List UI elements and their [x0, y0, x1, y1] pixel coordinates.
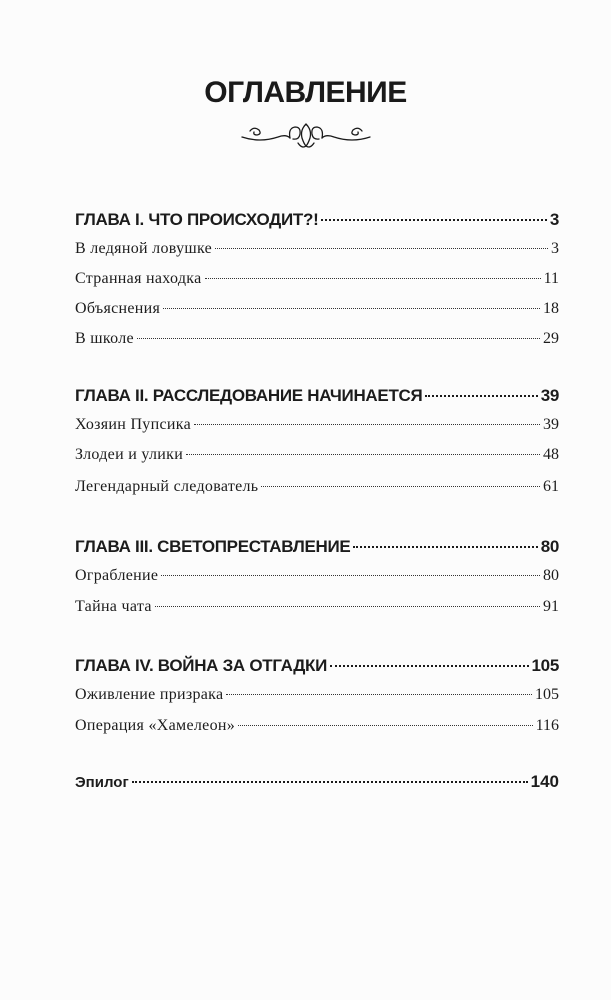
chapter-entry: [75, 537, 559, 557]
dot-leader: [330, 665, 529, 667]
entry-title: ГЛАВА IV. ВОЙНА ЗА ОТГАДКИ: [75, 656, 328, 675]
entry-title: Эпилог: [75, 774, 129, 791]
dot-leader: [194, 424, 540, 425]
page-number: 3: [549, 210, 559, 229]
epilogue-entry: [75, 772, 559, 792]
entry-title: В ледяной ловушке: [75, 240, 213, 257]
page-number: 39: [543, 416, 559, 433]
page-number: 39: [540, 386, 559, 405]
entry-title: Оживление призрака: [75, 686, 224, 703]
section-entry: [75, 598, 559, 616]
dot-leader: [425, 395, 537, 397]
dot-leader: [238, 725, 533, 726]
dot-leader: [186, 454, 540, 455]
entry-title: Злодеи и улики: [75, 446, 184, 463]
dot-leader: [321, 219, 546, 221]
chapter-entry: [75, 210, 559, 230]
page-number: 105: [531, 656, 559, 675]
dot-leader: [163, 308, 540, 309]
entry-title: ГЛАВА III. СВЕТОПРЕСТАВЛЕНИЕ: [75, 537, 351, 556]
section-entry: [75, 478, 559, 496]
chapter-entry: [75, 656, 559, 676]
entry-title: ГЛАВА I. ЧТО ПРОИСХОДИТ?!: [75, 210, 319, 229]
section-entry: [75, 416, 559, 434]
section-entry: [75, 686, 559, 704]
page-number: 11: [543, 270, 559, 287]
page-title: ОГЛАВЛЕНИЕ: [204, 76, 407, 109]
dot-leader: [155, 606, 540, 607]
chapter-entry: [75, 386, 559, 406]
page-number: 18: [543, 300, 559, 317]
page-number: 91: [543, 598, 559, 615]
page-number: 61: [543, 478, 559, 495]
dot-leader: [215, 248, 548, 249]
entry-title: Хозяин Пупсика: [75, 416, 191, 433]
page-number: 116: [535, 717, 559, 734]
entry-title: ГЛАВА II. РАССЛЕДОВАНИЕ НАЧИНАЕТСЯ: [75, 386, 423, 405]
page-number: 29: [543, 330, 559, 347]
page-number: 80: [540, 537, 559, 556]
dot-leader: [132, 781, 528, 783]
dot-leader: [353, 546, 537, 548]
dot-leader: [261, 486, 540, 487]
section-entry: [75, 240, 559, 258]
entry-title: Тайна чата: [75, 598, 152, 615]
page-number: 140: [530, 772, 559, 791]
entry-title: Объяснения: [75, 300, 161, 317]
page-number: 105: [535, 686, 559, 703]
section-entry: [75, 717, 559, 735]
section-entry: [75, 567, 559, 585]
flourish-divider-icon: [240, 118, 372, 152]
dot-leader: [226, 694, 532, 695]
dot-leader: [205, 278, 541, 279]
dot-leader: [137, 338, 540, 339]
page-number: 3: [551, 240, 559, 257]
page-number: 48: [543, 446, 559, 463]
section-entry: [75, 270, 559, 288]
entry-title: Ограбление: [75, 567, 159, 584]
section-entry: [75, 446, 559, 464]
page-number: 80: [543, 567, 559, 584]
dot-leader: [161, 575, 540, 576]
entry-title: В школе: [75, 330, 134, 347]
entry-title: Операция «Хамелеон»: [75, 717, 236, 734]
entry-title: Легендарный следователь: [75, 478, 259, 495]
section-entry: [75, 300, 559, 318]
entry-title: Странная находка: [75, 270, 202, 287]
section-entry: [75, 330, 559, 348]
